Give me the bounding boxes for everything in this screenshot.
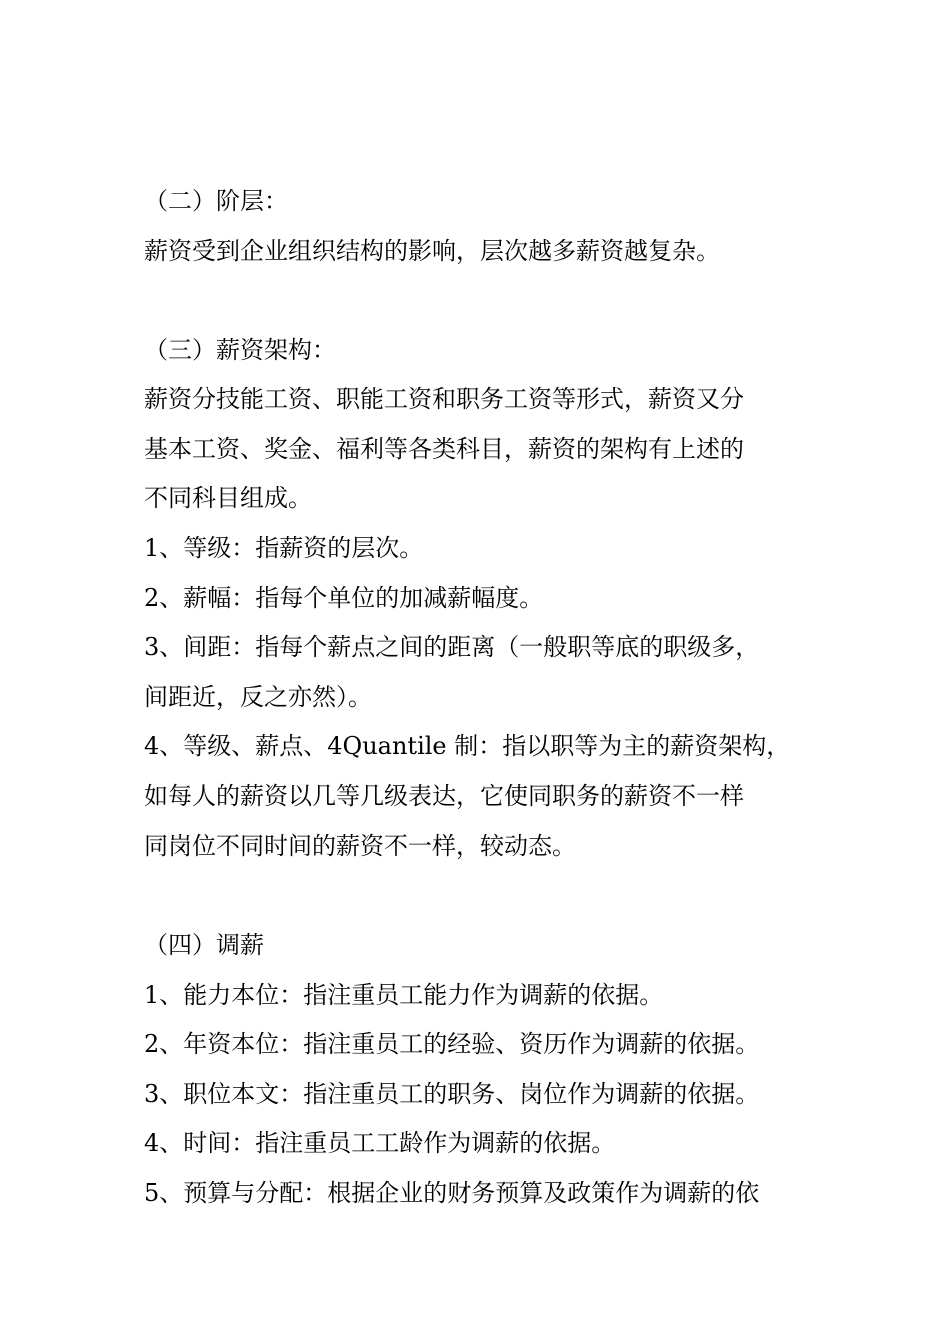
section-3-intro-line: 薪资分技能工资、职能工资和职务工资等形式，薪资又分 (144, 385, 744, 413)
section-2-body: 薪资受到企业组织结构的影响，层次越多薪资越复杂。 (144, 237, 720, 265)
section-3-item: 如每人的薪资以几等几级表达，它使同职务的薪资不一样 (144, 782, 744, 810)
section-3-intro-line: 基本工资、奖金、福利等各类科目，薪资的架构有上述的 (144, 435, 744, 463)
section-3-item: 同岗位不同时间的薪资不一样，较动态。 (144, 832, 576, 860)
section-3-item: 1、等级：指薪资的层次。 (144, 534, 424, 562)
section-3-item: 4、等级、薪点、4Quantile 制：指以职等为主的薪资架构， (144, 732, 791, 760)
section-4-heading: （四）调薪 (144, 931, 264, 959)
section-4-item: 4、时间：指注重员工工龄作为调薪的依据。 (144, 1129, 616, 1157)
section-4-item: 3、职位本文：指注重员工的职务、岗位作为调薪的依据。 (144, 1080, 760, 1108)
section-3-item: 间距近，反之亦然）。 (144, 683, 372, 711)
section-4-item: 5、预算与分配：根据企业的财务预算及政策作为调薪的依 (144, 1179, 760, 1207)
section-4-item: 1、能力本位：指注重员工能力作为调薪的依据。 (144, 981, 664, 1009)
section-3-item: 2、薪幅：指每个单位的加减薪幅度。 (144, 584, 544, 612)
section-3-intro-line: 不同科目组成。 (144, 484, 312, 512)
section-3-heading: （三）薪资架构： (144, 336, 336, 364)
section-2-heading: （二）阶层： (144, 187, 288, 215)
section-3-item: 3、间距：指每个薪点之间的距离（一般职等底的职级多， (144, 633, 760, 661)
section-4-item: 2、年资本位：指注重员工的经验、资历作为调薪的依据。 (144, 1030, 760, 1058)
